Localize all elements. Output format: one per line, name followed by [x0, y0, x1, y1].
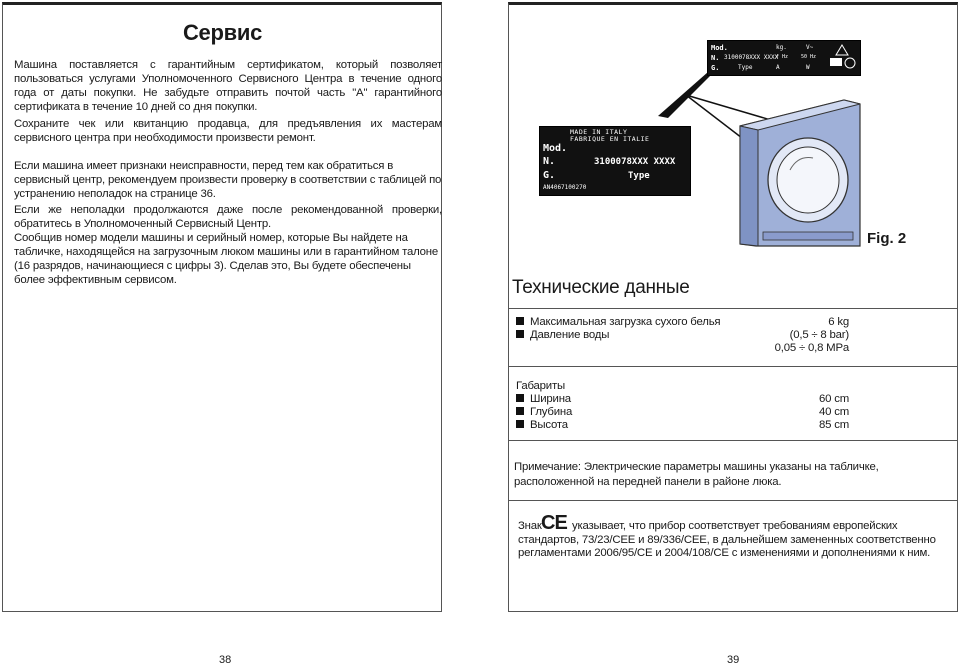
ce-conformity-text: указывает, что прибор соответствует требованиям европейских стандартов, 73/23/CEE и 89/336/CEE, в дальнейшем замененных соответственно регламентами 2006/95/CE и 2004/108/CE с изменениями и дополнениями к ним.: [518, 520, 936, 559]
spec-water-pressure-mpa: 0,05 ÷ 0,8 MPa: [774, 342, 849, 354]
plate-n: N.: [543, 156, 556, 167]
plate-small-g: G.: [711, 64, 720, 72]
plate-small-kg: kg.: [776, 44, 787, 51]
plate-symbols-icon: [826, 43, 858, 73]
spec-width: Ширина: [516, 393, 571, 406]
spec-height-value: 85 cm: [818, 419, 849, 431]
plate-type: Type: [628, 171, 650, 181]
plate-small-v: V~: [806, 44, 814, 51]
dims-heading: Габариты: [516, 380, 565, 392]
spec-width-value: 60 cm: [818, 393, 849, 405]
page-number-right: 39: [727, 654, 740, 666]
ce-prefix: Знак: [518, 520, 542, 532]
plate-small-w: W: [806, 64, 810, 71]
page-title: Сервис: [182, 20, 263, 45]
rating-plate-small: [707, 40, 861, 76]
callout-line: [686, 95, 742, 138]
ce-mark-icon: CE: [541, 512, 567, 534]
plate-serial: 3100078XXX XXXX: [594, 157, 676, 167]
bullet-icon: [516, 330, 524, 338]
rating-plate-large: [539, 126, 691, 196]
page-number-left: 38: [219, 654, 232, 666]
plate-small-n: N.: [711, 54, 720, 62]
spec-depth: Глубина: [516, 406, 572, 419]
bullet-icon: [516, 407, 524, 415]
bullet-icon: [516, 317, 524, 325]
electrical-note: Примечание: Электрические параметры машины указаны на табличке, расположенной на передней панели в районе люка.: [514, 461, 879, 488]
plate-g: G.: [543, 170, 556, 181]
plate-small-serial: 3100078XXX XXXX: [724, 54, 779, 61]
contact-service-paragraph: Если же неполадки продолжаются даже после рекомендованной проверки, обратитесь в Уполномоченный Сервисный Центр.: [14, 204, 442, 230]
door-glass: [777, 147, 839, 213]
section-divider: [508, 366, 958, 367]
machine-side: [740, 126, 758, 246]
spec-max-load: Максимальная загрузка сухого белья: [516, 316, 720, 329]
spec-height: Высота: [516, 419, 568, 432]
plate-small-type: Type: [738, 64, 753, 71]
spec-depth-value: 40 cm: [818, 406, 849, 418]
plate-small-hz: 50 Hz: [801, 54, 817, 60]
bullet-icon: [516, 394, 524, 402]
plate-mod: Mod.: [543, 143, 568, 154]
spec-water-pressure: Давление воды: [516, 329, 609, 342]
plate-fabrique: FABRIQUE EN ITALIE: [570, 135, 650, 143]
plate-small-fz: f Hz: [776, 54, 789, 60]
troubleshoot-paragraph: Если машина имеет признаки неисправности, перед тем как обратиться в сервисный центр, рекомендуем произвести проверку в соответствии с таблицей по устранению неполадок на странице 36.: [14, 160, 442, 200]
spec-water-pressure-value: (0,5 ÷ 8 bar): [789, 329, 849, 341]
machine-plinth: [763, 232, 853, 240]
receipt-paragraph: Сохраните чек или квитанцию продавца, для предъявления их мастерам сервисного центра при необходимости произвести ремонт.: [14, 118, 442, 144]
warranty-paragraph: Машина поставляется с гарантийным сертификатом, который позволяет пользоваться услугами Уполномоченного Сервисного Центра в течение одного года от даты покупки. Не забудьте отправить почтой часть "A" гарантийного сертификата в течение 10 дней со дня покупки.: [14, 59, 442, 113]
model-serial-paragraph: Сообщив номер модели машины и серийный номер, которые Вы найдете на табличке, находящейся на загрузочным люком машины или в гарантийном талоне (16 разрядов, начинающиеся с цифры 3). Сделав это, Вы будете обеспечены более эффективным сервисом.: [14, 232, 439, 286]
bullet-icon: [516, 420, 524, 428]
plate-code: AN4067100270: [543, 184, 587, 191]
tech-data-title: Технические данные: [512, 277, 690, 298]
plate-made-in: MADE IN ITALY: [570, 128, 628, 136]
section-divider: [508, 500, 958, 501]
plate-small-a: A: [776, 64, 780, 71]
spec-max-load-value: 6 kg: [828, 316, 849, 328]
section-divider: [508, 308, 958, 309]
plate-small-mod: Mod.: [711, 44, 728, 52]
figure-label: Fig. 2: [867, 230, 907, 247]
section-divider: [508, 440, 958, 441]
